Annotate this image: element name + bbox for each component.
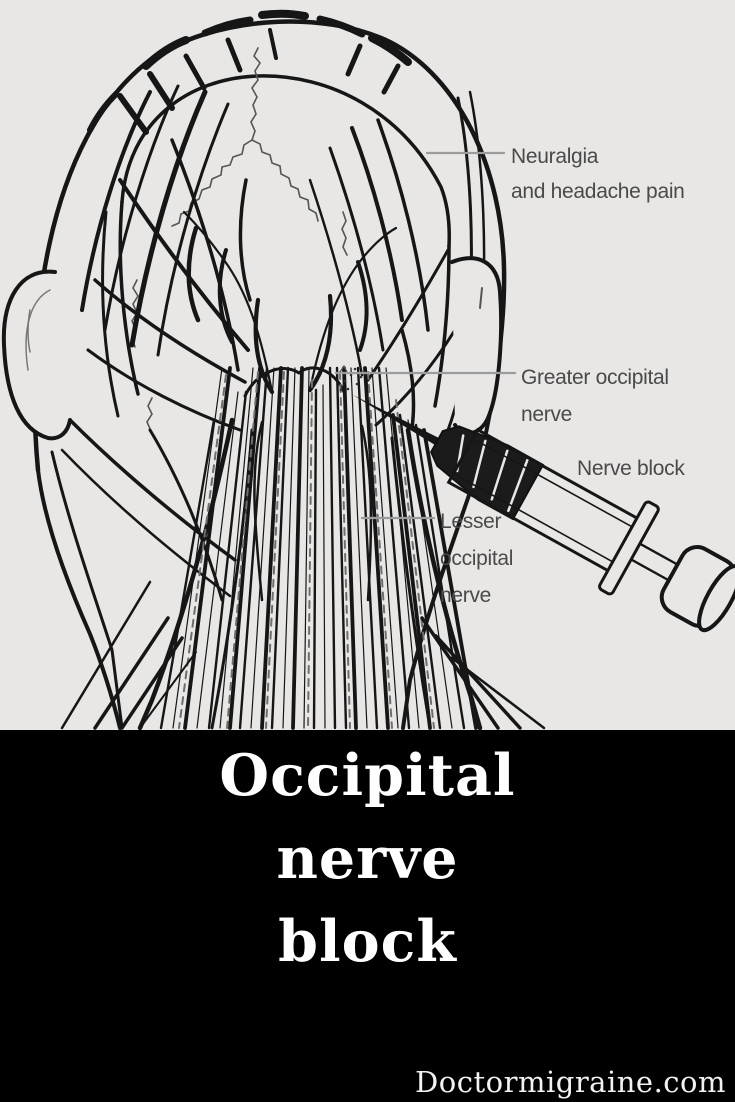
annotation-line: Lesser bbox=[440, 510, 502, 533]
right-muscle-fibers bbox=[310, 120, 455, 428]
title-line-2: nerve bbox=[276, 825, 459, 892]
annotation-greater-occipital-nerve bbox=[521, 359, 669, 433]
left-ear bbox=[4, 272, 70, 439]
annotation-nerve-block bbox=[577, 451, 685, 486]
title-line-1: Occipital bbox=[219, 742, 516, 809]
annotation-lesser-occipital-nerve bbox=[440, 503, 513, 614]
annotation-line: nerve bbox=[440, 584, 492, 607]
annotation-line: Neuralgia bbox=[511, 145, 599, 168]
annotation-line: Nerve block bbox=[577, 457, 685, 480]
title-line-3: block bbox=[278, 908, 457, 975]
banner-title bbox=[0, 730, 735, 983]
title-banner bbox=[0, 730, 735, 1102]
right-ear bbox=[452, 258, 501, 433]
annotation-line: Greater occipital bbox=[521, 366, 669, 389]
annotation-line: occipital bbox=[440, 547, 514, 570]
annotation-neuralgia bbox=[511, 139, 685, 209]
website-credit: Doctormigraine.com bbox=[415, 1065, 726, 1099]
annotation-line: nerve bbox=[521, 403, 573, 426]
annotation-line: and headache pain bbox=[511, 180, 685, 203]
